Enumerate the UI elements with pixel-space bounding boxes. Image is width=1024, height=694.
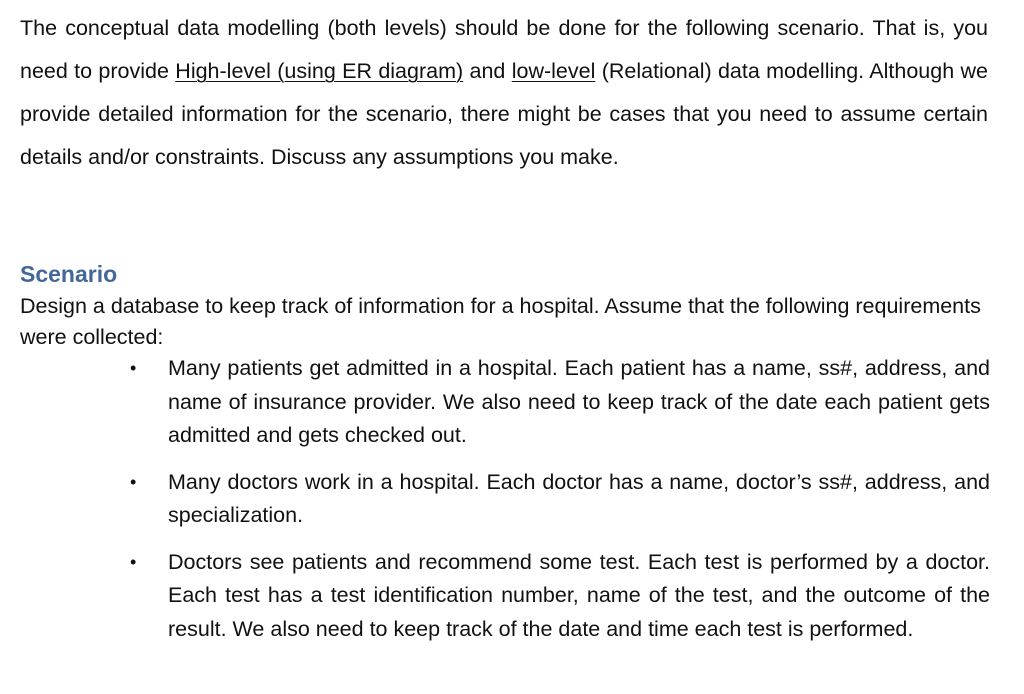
high-level-link: High-level (using ER diagram) — [175, 59, 464, 83]
low-level-link: low-level — [511, 59, 596, 83]
document-page — [20, 0, 990, 641]
list-item — [130, 466, 990, 533]
scenario-lead: Design a database to keep track of information for a hospital. Assume that the following requirements were collected: — [20, 294, 981, 349]
intro-text-start: The conceptual data modelling (both levels) should be done for the following scenario. That is, you need to provide — [20, 16, 988, 83]
requirements-list — [130, 352, 990, 646]
list-item-text: Doctors see patients and recommend some test. Each test is performed by a doctor. Each test has a test identification number, name of the test, and the outcome of the result. We also need to keep track of the date and time each test is performed. — [168, 549, 990, 641]
bullet-icon: • — [130, 471, 137, 492]
bullet-icon: • — [130, 358, 137, 378]
intro-text-end: (Relational) data modelling. Although we provide detailed information for the scenario, there might be cases that you need to assume certain details and/or constraints. Discuss any assumptions you make. — [20, 59, 988, 169]
list-item — [130, 352, 990, 453]
intro-paragraph — [20, 0, 988, 179]
list-item — [130, 546, 990, 647]
intro-text-between: and — [463, 59, 512, 83]
list-item-text: Many doctors work in a hospital. Each doctor has a name, doctor’s ss#, address, and specialization. — [168, 469, 990, 527]
list-item-text: Many patients get admitted in a hospital. Each patient has a name, ss#, address, and name of insurance provider. We also need to keep track of the date each patient gets admitted and gets checked out. — [168, 356, 990, 447]
scenario-heading: Scenario — [20, 261, 118, 287]
bullet-icon: • — [130, 551, 137, 572]
